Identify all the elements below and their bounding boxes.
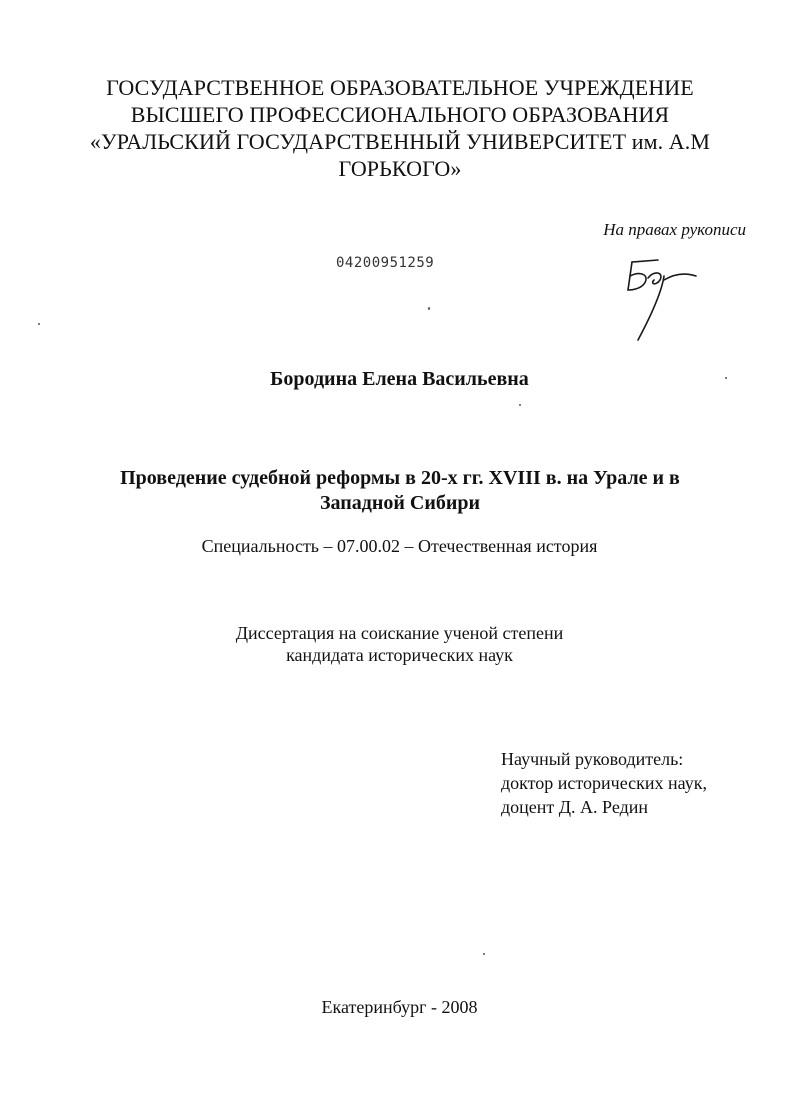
title-line-2: Западной Сибири [319,492,481,514]
scan-speck [519,404,521,406]
title-line-1: Проведение судебной реформы в 20-х гг. XVIII в. на Урале и в [120,467,680,489]
handwritten-signature [618,250,708,345]
degree-line-2: кандидата исторических наук [286,645,513,665]
scan-speck [483,953,485,955]
institution-line-4: ГОРЬКОГО» [338,156,462,181]
degree-line-1: Диссертация на соискание ученой степени [235,623,564,643]
institution-line-2: ВЫСШЕГО ПРОФЕССИОНАЛЬНОГО ОБРАЗОВАНИЯ [130,102,670,127]
institution-line-3: «УРАЛЬСКИЙ ГОСУДАРСТВЕННЫЙ УНИВЕРСИТЕТ им. А.М [89,129,711,154]
institution-header [60,74,740,182]
specialty-line: Специальность – 07.00.02 – Отечественная история [201,536,598,556]
institution-line-1: ГОСУДАРСТВЕННОЕ ОБРАЗОВАТЕЛЬНОЕ УЧРЕЖДЕНИЕ [106,75,694,100]
advisor-line-2: доктор исторических наук, [501,773,707,793]
scan-speck [725,377,727,379]
dissertation-title [60,466,740,516]
city-and-year: Екатеринбург - 2008 [321,997,478,1017]
degree-statement [0,622,799,666]
scan-speck [428,307,430,310]
advisor-line-3: доцент Д. А. Редин [501,797,649,817]
scientific-advisor [501,747,707,819]
author-name: Бородина Елена Васильевна [270,368,529,390]
manuscript-rights-note: На правах рукописи [603,220,746,239]
advisor-line-1: Научный руководитель: [501,749,684,769]
scan-speck [38,323,40,325]
archive-number: 04200951259 [336,255,435,271]
